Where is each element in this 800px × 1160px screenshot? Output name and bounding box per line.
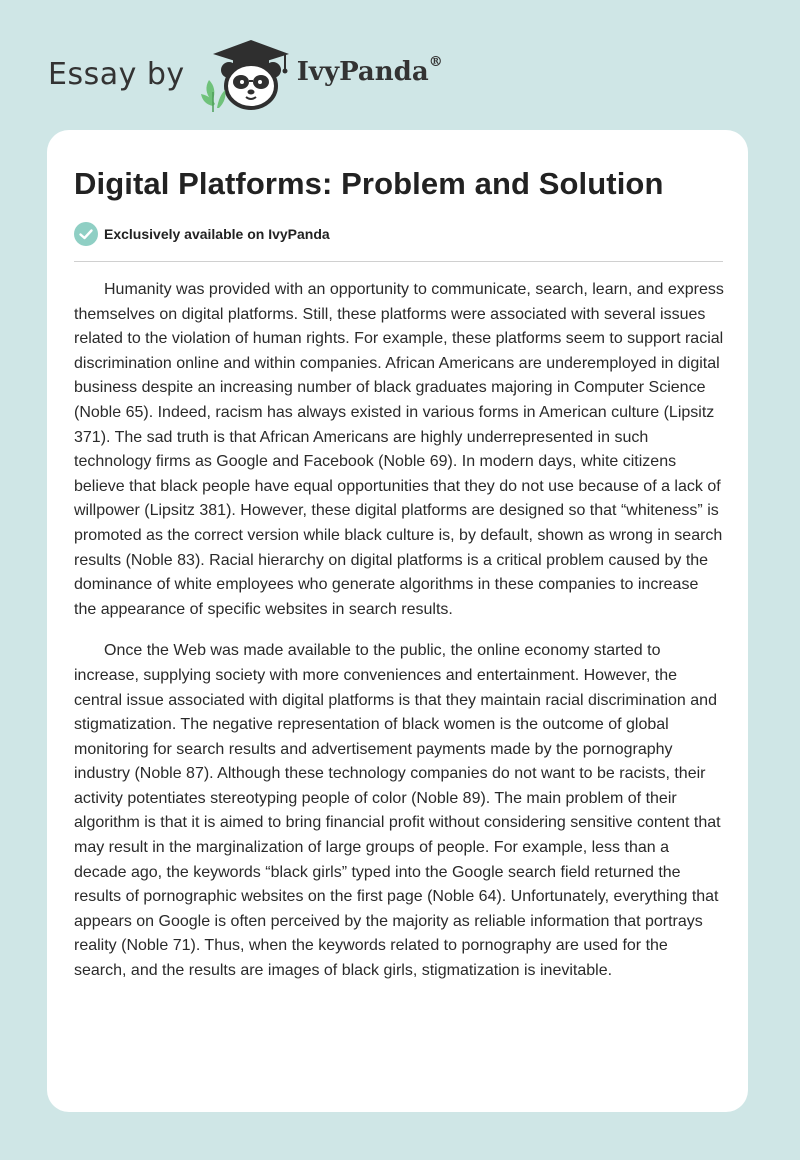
essay-body [74,278,724,1001]
registered-mark: ® [428,54,443,71]
paragraph: Once the Web was made available to the public, the online economy started to increase, supplying society with more conveniences and entertainment. However, the central issue associated with digital platforms is that they maintain racial discrimination and stigmatization. The negative representation of black women is the outcome of global monitoring for search results and advertisement payments made by the pornography industry (Noble 87). Although these technology companies do not want to be racists, their activity potentiates stereotyping people of color (Noble 89). The main problem of their algorithm is that it is aimed to bring financial profit without considering sensitive content that may result in the marginalization of large groups of people. For example, less than a decade ago, the keywords “black girls” typed into the Google search field returned the results of pornographic websites on the first page (Noble 64). Unfortunately, everything that appears on Google is often perceived by the majority as reliable information that portrays reality (Noble 71). Thus, when the keywords related to pornography are used for the search, and the results are images of black girls, stigmatization is inevitable. [74,642,721,980]
essay-card [47,130,748,1112]
check-circle-icon [74,222,98,246]
exclusive-badge-label: Exclusively available on IvyPanda [104,226,330,242]
essay-title: Digital Platforms: Problem and Solution [74,166,664,201]
site-header [48,34,443,114]
brand-name[interactable]: IvyPanda® [296,54,443,87]
paragraph: Humanity was provided with an opportunity to communicate, search, learn, and express themselves on digital platforms. Still, these platforms were associated with several issues related to the violation of human rights. For example, these platforms seem to support racial discrimination online and within companies. African Americans are underemployed in digital business despite an increasing number of black graduates majoring in Computer Science (Noble 65). Indeed, racism has always existed in various forms in American culture (Lipsitz 371). The sad truth is that African Americans are highly underrepresented in such technology firms as Google and Facebook (Noble 69). In modern days, white citizens believe that black people have equal opportunities that they do not use because of a lack of willpower (Lipsitz 381). However, these digital platforms are designed so that “whiteness” is promoted as the correct version while black culture is, by default, shown as wrong in search results (Noble 83). Racial hierarchy on digital platforms is a critical problem caused by the dominance of white employees who generate algorithms in these companies to increase the appearance of specific websites in search results. [74,281,724,618]
exclusive-badge [74,222,330,246]
essay-by-label: Essay by [48,56,185,92]
panda-graduate-logo-icon[interactable] [199,34,291,114]
divider [74,261,723,262]
